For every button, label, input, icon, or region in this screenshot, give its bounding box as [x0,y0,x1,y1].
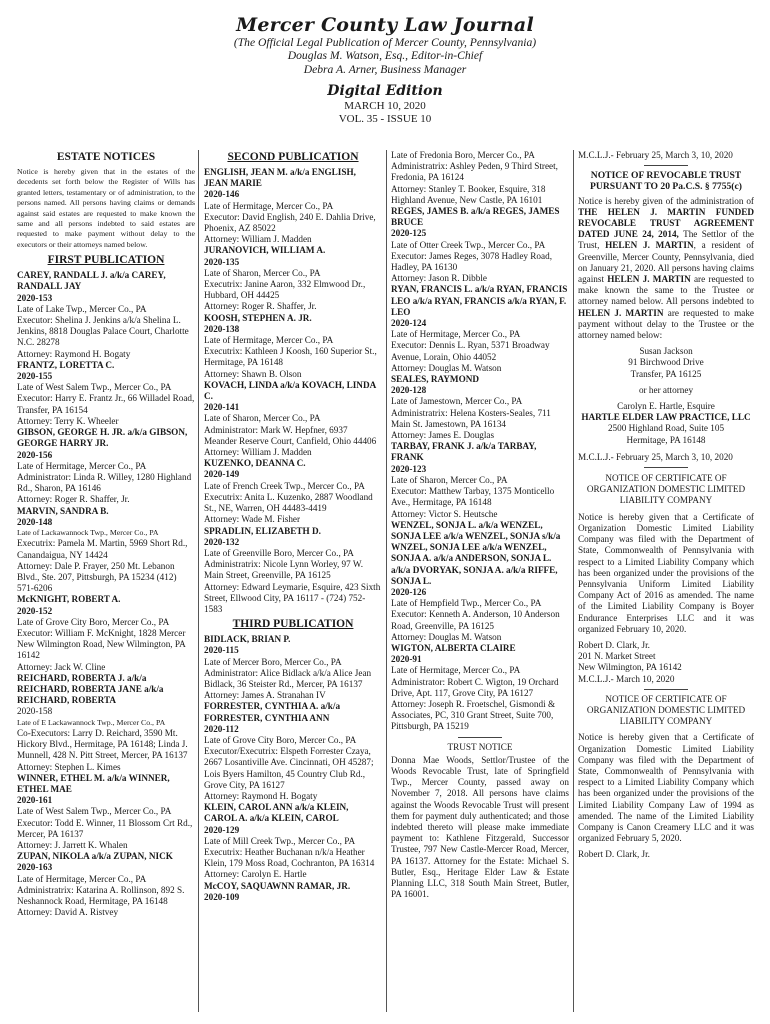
estate-entry-heading: WIGTON, ALBERTA CLAIRE [391,642,516,653]
estate-entry-line: Executor/Executrix: Elspeth Forrester Czaya, 2667 Losantiville Ave. Cincinnati, OH 45287; Lois Byers Hamilton, 45 Country Club Rd., Grove City, PA 16127 [204,746,374,790]
estate-entry-heading: TARBAY, FRANK J. a/k/a TARBAY, FRANK [391,441,537,463]
signer-name: Robert D. Clark, Jr. [578,639,650,650]
second-publication-heading: SECOND PUBLICATION [227,151,359,163]
estate-entry-heading: 2020-126 [391,586,427,597]
trustee-address: Transfer, PA 16125 [630,368,702,379]
estate-entry-line: Attorney: James A. Stranahan IV [204,690,326,701]
estate-entry-line: Attorney: Raymond H. Bogaty [17,348,131,359]
estate-entry-line: Late of Lake Twp., Mercer Co., PA [17,303,147,314]
masthead [0,14,770,125]
estate-entry-heading: JURANOVICH, WILLIAM A. [204,245,326,256]
estate-entry-line: Executor: Todd E. Winner, 11 Blossom Crt Rd., Mercer, PA 16137 [17,817,193,839]
estate-entry-line: Attorney: Roger R. Shaffer, Jr. [204,301,317,312]
estate-entry-heading: 2020-163 [17,862,53,873]
estate-entry-line: Late of West Salem Twp., Mercer Co., PA [17,806,172,817]
estate-entry-line: Late of French Creek Twp., Mercer Co., PA [204,480,365,491]
estate-entry-line: Executor: Harry E. Frantz Jr., 66 Willadel Road, Transfer, PA 16154 [17,393,195,415]
estate-entry-line: Late of West Salem Twp., Mercer Co., PA [17,382,172,393]
estate-entry-line: Late of Hermitage, Mercer Co., PA [391,665,521,676]
estate-entry-line: Attorney: Raymond H. Bogaty [204,790,318,801]
estate-entry-heading: REICHARD, ROBERTA J. a/k/a REICHARD, ROBERTA JANE a/k/a REICHARD, ROBERTA [17,672,164,706]
estate-entry-line: Late of Fredonia Boro, Mercer Co., PA [391,150,535,160]
estate-entry-line: Executor: Shelina J. Jenkins a/k/a Shelina L. Jenkins, 8818 Douglas Palace Court, Charlotte N.C. 28278 [17,315,189,348]
estate-entry-heading: 2020-124 [391,318,427,329]
separator-rule [458,737,502,738]
estate-entry-line: Attorney: Stanley T. Booker, Esquire, 318 Highland Avenue, New Castle, PA 16101 [391,183,546,205]
estate-entry-line: Attorney: Roger R. Shaffer, Jr. [17,494,130,505]
third-publication-heading: THIRD PUBLICATION [232,618,354,631]
settlor-name: HELEN J. MARTIN [607,274,691,285]
estate-entry-line: Executor: Kenneth A. Anderson, 10 Anderson Road, Greenville, PA 16125 [391,609,560,631]
estate-entry-line: Late of Sharon, Mercer Co., PA [204,267,321,278]
estate-entry-heading: 2020-125 [391,228,427,239]
estate-entry-line: Late of Hermitage, Mercer Co., PA [204,335,334,346]
estate-entry-line: Attorney: David A. Ristvey [17,907,119,918]
mclj-dateline: M.C.L.J.- March 10, 2020 [578,673,675,684]
firm-address: Hermitage, PA 16148 [626,434,706,445]
text-run: are requested to make payment without delay to the Trustee or the attorney named below: [578,307,754,341]
estate-entry-line: Late of Mercer Boro, Mercer Co., PA [204,656,342,667]
first-publication-list [17,270,195,918]
separator-rule [644,467,688,468]
revocable-trust-text [578,196,754,342]
trust-notice-text: Donna Mae Woods, Settlor/Trustee of the Woods Revocable Trust, late of Springfield Twp., Mercer County, passed away on November 7, 2018. All persons have claims against the Woods Revocable Trust will present them for payment duly authenticated; and those indebted thereto will please make immediate payment to: Kathlene Fitzgerald, Successor Trustee, 797 New Castle-Mercer Road, Mercer, PA 16137. Attorney for the Estate: Michael S. Butler, Esq., Heritage Elder Law & Estate Planning LLC, 318 South Main Street, Butler, PA 16001. [391,754,569,900]
trust-name: THE HELEN J. MARTIN FUNDED REVOCABLE TRUST AGREEMENT DATED JUNE 24, 2014, [578,206,754,240]
estate-entry-line: Late of Hermitage, Mercer Co., PA [17,460,147,471]
estate-entry-line: Executrix: Heather Buchanan n/k/a Heather Klein, 179 Moss Road, Cochranton, PA 16314 [204,846,375,869]
estate-entry-line: Attorney: William J. Madden [204,234,312,245]
estate-entry-heading: MARVIN, SANDRA B. [17,505,109,516]
estate-entry-line: Attorney: Terry K. Wheeler [17,415,119,426]
estate-entry-line: Late of Otter Creek Twp., Mercer Co., PA [391,239,546,250]
estate-entry-line: Executrix: Anita L. Kuzenko, 2887 Woodland St., NE, Warren, OH 44483-4419 [204,491,373,514]
estate-entry-line: Co-Executors: Larry D. Reichard, 3590 Mt. Hickory Blvd., Hermitage, PA 16148; Linda J. Munnell, 428 N. Pitt Street, Mercer, PA 16137 [17,727,188,761]
estate-entry-line: Late of Hermitage, Mercer Co., PA [17,873,147,884]
estate-entry-line: Attorney: Jason R. Dibble [391,273,487,284]
estate-entry-heading: CAREY, RANDALL J. a/k/a CAREY, RANDALL JAY [17,270,166,292]
estate-entry-line: Late of Grove City Boro, Mercer Co., PA [204,734,357,745]
revocable-trust-heading: NOTICE OF REVOCABLE TRUST PURSUANT TO 20 Pa.C.S. § 7755(c) [590,170,742,193]
estate-entry-heading: 2020-135 [204,256,240,267]
settlor-name: HELEN J. MARTIN [605,240,694,251]
estate-entry-heading: BIDLACK, BRIAN P. [204,634,291,645]
estate-entry-heading: SPRADLIN, ELIZABETH D. [204,525,321,536]
estate-notices-heading: ESTATE NOTICES [56,151,156,163]
separator-rule [644,689,688,690]
estate-entry-line: Executor: Dennis L. Ryan, 5371 Broadway Avenue, Lorain, Ohio 44052 [391,340,550,362]
column-1 [17,150,195,1024]
text-run: Notice is hereby given of the administration of [578,195,754,206]
estate-entry-heading: 2020-91 [391,654,422,665]
estate-entry-heading: 2020-146 [204,189,240,200]
estate-entry-line: Late of E Lackawannock Twp., Mercer Co., PA [17,717,166,727]
estate-entry-heading: 2020-156 [17,449,53,460]
signer-address: New Wilmington, PA 16142 [578,662,682,673]
estate-entry-heading: RYAN, FRANCIS L. a/k/a RYAN, FRANCIS LEO a/k/a RYAN, FRANCIS a/k/a RYAN, F. LEO [391,284,568,317]
estate-entry-heading: WINNER, ETHEL M. a/k/a WINNER, ETHEL MAE [17,772,170,794]
trustee-name: Susan Jackson [639,346,693,357]
estate-entry-heading: 2020-138 [204,323,240,334]
estate-list-continued [391,150,569,733]
estate-entry-line: Attorney: Joseph R. Froetschel, Gismondi & Associates, PC, 310 Grant Street, Suite 700, Pittsburgh, PA 15219 [391,698,556,732]
estate-entry-heading: FORRESTER, CYNTHIA A. a/k/a FORRESTER, CYNTHIA ANN [204,701,341,723]
columns [0,150,770,1024]
estate-entry-line: Attorney: Edward Leymarie, Esquire, 423 Sixth Street, Ellwood City, PA 16117 - (724) 752-1583 [204,581,381,614]
estate-entry-line: Late of Sharon, Mercer Co., PA [204,413,321,424]
certificate-heading: NOTICE OF CERTIFICATE OF ORGANIZATION DOMESTIC LIMITED LIABILITY COMPANY [586,473,746,506]
text-run: are requested to make known the same to the Trustee or attorney named below. All persons indebted to [578,274,754,307]
certificate-heading: NOTICE OF CERTIFICATE OF ORGANIZATION DOMESTIC LIMITED LIABILITY COMPANY [586,693,746,727]
issue-volume: VOL. 35 - ISSUE 10 [338,112,432,125]
column-4 [578,150,754,1024]
estate-entry-heading: KUZENKO, DEANNA C. [204,458,306,469]
estate-entry-line: Attorney: Carolyn E. Hartle [204,869,307,880]
estate-entry-line: Late of Hempfield Twp., Mercer Co., PA [391,598,542,609]
settlor-name: HELEN J. MARTIN [578,307,664,318]
estate-entry-line: Attorney: Shawn B. Olson [204,368,302,379]
estate-entry-line: Executor: Matthew Tarbay, 1375 Monticello Ave., Hermitage, PA 16148 [391,486,555,508]
estate-entry-line: Administratrix: Ashley Peden, 9 Third Street, Fredonia, PA 16124 [391,161,558,183]
estate-entry-heading: 2020-148 [17,516,53,527]
estate-entry-heading: 2020-115 [204,645,239,656]
estate-entry-heading: McKNIGHT, ROBERT A. [17,594,121,605]
estate-entry-heading: FRANTZ, LORETTA C. [17,359,115,370]
estate-entry-heading: ENGLISH, JEAN M. a/k/a ENGLISH, JEAN MARIE [204,167,356,189]
estate-entry-heading: 2020-152 [17,605,53,616]
manager-line: Debra A. Arner, Business Manager [303,62,467,76]
estate-entry-line: Executrix: Kathleen J Koosh, 160 Superior St., Hermitage, PA 16148 [204,346,377,368]
certificate-text: Notice is hereby given that a Certificate of Organization Domestic Limited Liability Company was filed with the Department of State, Commonwealth of Pennsylvania with respect to a Limited Liability Company which has been organized under the provisions of the Pennsylvania Uniform Limited Liability Company Act of 2016 as amended. The name of the Limited Liability Company is Boyer Endurance Enterprises LLC and it was organized February 10, 2020. [578,511,754,634]
trustee-address: 91 Birchwood Drive [628,357,704,368]
estate-entry-line: Executrix: Janine Aaron, 332 Elmwood Dr., Hubbard, OH 44425 [204,279,366,301]
first-publication-heading: FIRST PUBLICATION [47,254,165,267]
text-run: The Settlor of the Trust, [578,229,754,251]
estate-entry-heading: McCOY, SAQUAWNN RAMAR, JR. [204,880,351,891]
estate-entry-heading: KOVACH, LINDA a/k/a KOVACH, LINDA C. [204,379,376,402]
estate-entry-heading: 2020-123 [391,463,427,474]
estate-entry-heading: WENZEL, SONJA L. a/k/a WENZEL, SONJA LEE a/k/a WENZEL, SONJA s/k/a WNZEL, SONJA LEE a/k/a WENZEL, SONJA A. a/k/a ANDERSON, SONJA L. a/k/a DVORYAK, SONJA A. a/k/a RIFFE, SONJA L. [391,519,561,586]
estate-entry-heading: 2020-141 [204,402,240,413]
estate-entry-heading: 2020-132 [204,536,240,547]
signer-name: Robert D. Clark, Jr. [578,849,650,860]
mclj-dateline: M.C.L.J.- February 25, March 3, 10, 2020 [578,150,733,160]
estate-entry-line: Late of Greenville Boro, Mercer Co., PA [204,547,354,558]
estate-entry-line: Attorney: Dale P. Frayer, 250 Mt. Lebanon Blvd., Ste. 207, Pittsburgh, PA 15234 (412) 571-6206 [17,560,177,594]
or-attorney: or her attorney [638,384,694,395]
attorney-name: Carolyn E. Hartle, Esquire [617,401,715,412]
estate-entry-heading: SEALES, RAYMOND [391,374,479,385]
estate-notices-intro: Notice is hereby given that in the estates of the decedents set forth below the Register of Wills has granted letters, testamentary or of administration, to the persons named. All persons having claims or demands against said estates are requested to make known the same and all persons indebted to said estates are requested to make payment without delay to the executors or their attorneys named below. [17,167,195,249]
estate-entry-line: Executor: James Reges, 3078 Hadley Road, Hadley, PA 16130 [391,250,552,273]
column-3 [391,150,569,1024]
edition-label: Digital Edition [327,83,443,100]
estate-entry-line: Late of Lackawannock Twp., Mercer Co., PA [17,527,159,537]
mclj-dateline: M.C.L.J.- February 25, March 3, 10, 2020 [578,451,733,462]
estate-entry-line: Attorney: James E. Douglas [391,430,495,441]
estate-entry-line: Attorney: Wade M. Fisher [204,514,301,525]
estate-entry-line: Attorney: Stephen L. Kimes [17,761,121,772]
estate-entry-heading: ZUPAN, NIKOLA a/k/a ZUPAN, NICK [17,851,173,862]
signer-address: 201 N. Market Street [578,651,656,662]
estate-entry-line: Administratrix: Nicole Lynn Worley, 97 W. Main Street, Greenville, PA 16125 [204,559,364,581]
estate-entry-line: Administrator: Linda R. Willey, 1280 Highland Rd., Sharon, PA 16146 [17,471,192,494]
text-run: , a resident of Greenville, Mercer County, Pennsylvania, died on January 21, 2020. All persons having claims against [578,240,754,285]
estate-entry-heading: KOOSH, STEPHEN A. JR. [204,312,312,323]
editor-line: Douglas M. Watson, Esq., Editor-in-Chief [287,49,483,63]
estate-entry-heading: 2020-128 [391,385,427,396]
estate-entry-line: 2020-158 [17,706,53,717]
estate-entry-line: Late of Sharon, Mercer Co., PA [391,474,508,485]
third-publication-list [204,634,382,903]
estate-entry-line: Attorney: Douglas M. Watson [391,362,502,373]
estate-entry-line: Executrix: Pamela M. Martin, 5969 Short Rd., Canandaigua, NY 14424 [17,538,188,560]
estate-entry-heading: 2020-112 [204,723,239,734]
estate-entry-line: Attorney: J. Jarrett K. Whalen [17,840,128,851]
estate-entry-line: Attorney: Jack W. Cline [17,661,106,672]
journal-title: Mercer County Law Journal [236,14,534,36]
estate-entry-heading: 2020-149 [204,469,240,480]
estate-entry-line: Attorney: Victor S. Heutsche [391,508,498,519]
estate-entry-line: Administratrix: Helena Kosters-Seales, 711 Main St. Jamestown, PA 16134 [391,407,551,429]
journal-subtitle: (The Official Legal Publication of Mercer County, Pennsylvania) [233,36,537,49]
trust-notice-heading: TRUST NOTICE [447,741,513,752]
estate-entry-heading: GIBSON, GEORGE H. JR. a/k/a GIBSON, GEORGE HARRY JR. [17,427,188,449]
estate-entry-line: Administratrix: Katarina A. Rollinson, 892 S. Neshannock Road, Hermitage, PA 16148 [17,884,185,907]
estate-entry-line: Late of Hermitage, Mercer Co., PA [391,329,521,340]
estate-entry-heading: KLEIN, CAROL ANN a/k/a KLEIN, CAROL A. a/k/a KLEIN, CAROL [204,802,349,824]
separator-rule [644,165,688,166]
estate-entry-line: Executor: David English, 240 E. Dahlia Drive, Phoenix, AZ 85022 [204,211,376,234]
estate-entry-line: Executor: William F. McKnight, 1828 Mercer New Wilmington Road, New Wilmington, PA 16142 [17,627,186,661]
estate-entry-line: Late of Grove City Boro, Mercer Co., PA [17,616,170,627]
estate-entry-heading: REGES, JAMES B. a/k/a REGES, JAMES BRUCE [391,206,560,228]
column-2 [204,150,382,1024]
estate-entry-heading: 2020-129 [204,824,240,835]
firm-name: HARTLE ELDER LAW PRACTICE, LLC [581,412,751,423]
estate-entry-heading: 2020-161 [17,795,53,806]
estate-entry-line: Late of Jamestown, Mercer Co., PA [391,396,523,407]
firm-address: 2500 Highland Road, Suite 105 [607,423,725,434]
estate-entry-line: Late of Hermitage, Mercer Co., PA [204,200,334,211]
estate-entry-line: Attorney: William J. Madden [204,447,312,458]
issue-date: MARCH 10, 2020 [344,100,426,113]
certificate-text: Notice is hereby given that a Certificate of Organization Domestic Limited Liability Company was filed with the Department of State, Commonwealth of Pennsylvania with respect to a Limited Liability Company which has been organized under the provisions of the Limited Liability Company Law of 1994 as amended. The name of the Limited Liability Company is Canon Creamery LLC and it was organized February 5, 2020. [578,732,754,844]
estate-entry-line: Administrator: Robert C. Wigton, 19 Orchard Drive, Apt. 117, Grove City, PA 16127 [391,676,559,698]
estate-entry-line: Late of Mill Creek Twp., Mercer Co., PA [204,835,356,846]
second-publication-list [204,167,382,615]
estate-entry-line: Administrator: Mark W. Hepfner, 6937 Meander Reserve Court, Canfield, Ohio 44406 [204,424,377,446]
estate-entry-heading: 2020-109 [204,891,240,902]
estate-entry-heading: 2020-153 [17,292,53,303]
estate-entry-line: Attorney: Douglas M. Watson [391,631,502,642]
estate-entry-line: Administrator: Alice Bidlack a/k/a Alice Jean Bidlack, 36 Steister Rd., Mercer, PA 16137 [204,667,372,689]
estate-entry-heading: 2020-155 [17,371,53,382]
